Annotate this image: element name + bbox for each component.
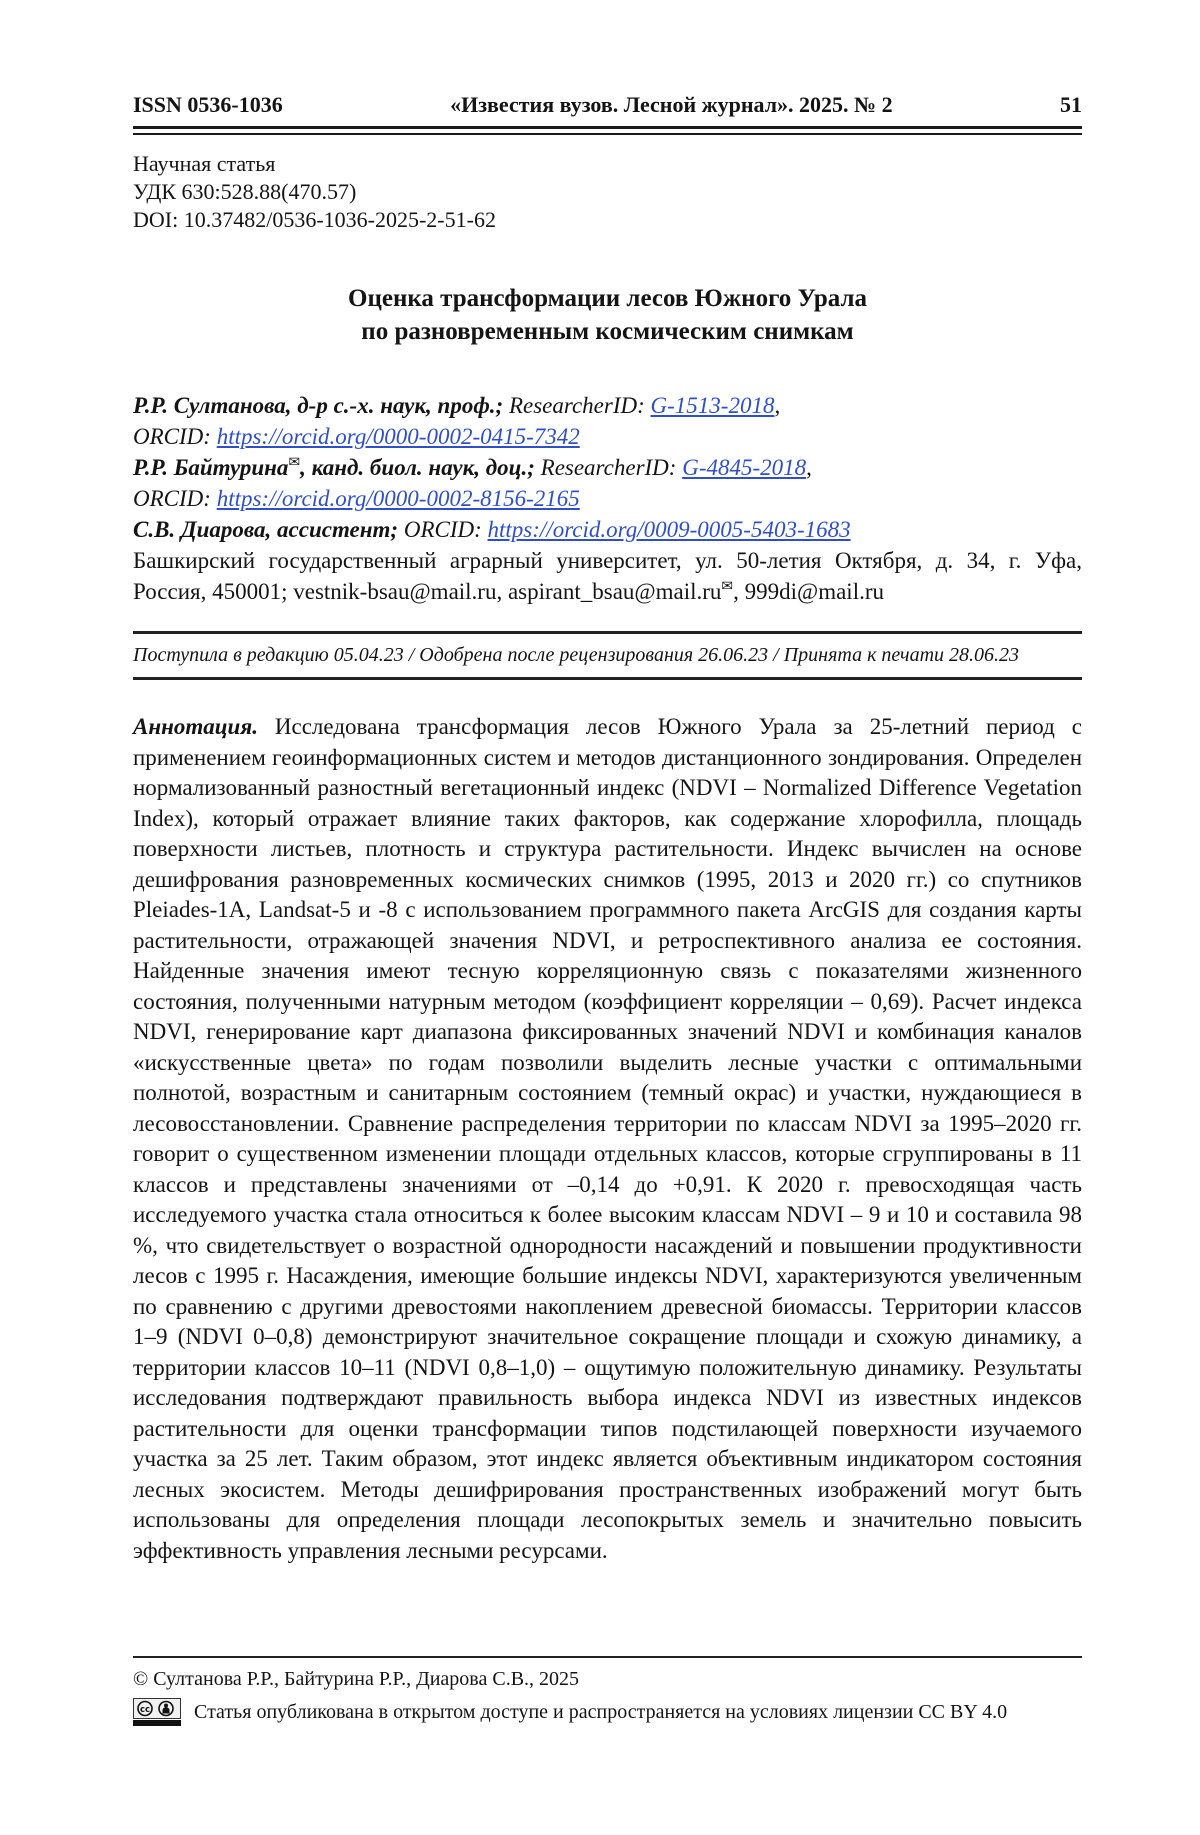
author-1-name: Р.Р. Султанова, д-р с.-х. наук, проф.; (133, 393, 504, 418)
udk-code: УДК 630:528.88(470.57) (133, 179, 357, 204)
author-line-3 (133, 514, 1082, 545)
article-title-line2: по разновременным космическим снимкам (361, 318, 854, 345)
author-2-researcherid-link[interactable]: G-4845-2018 (682, 455, 807, 480)
page-footer (133, 1656, 1082, 1726)
page-header (133, 92, 1082, 118)
authors-block (133, 390, 1082, 607)
abstract-paragraph (133, 712, 1082, 1566)
article-type: Научная статья (133, 151, 276, 176)
separator: , (806, 455, 812, 480)
dates-divider-bottom (133, 677, 1082, 680)
author-1-orcid-link[interactable]: https://orcid.org/0000-0002-0415-7342 (216, 424, 580, 449)
affiliation (133, 545, 1082, 607)
footer-divider (133, 1656, 1082, 1658)
header-issn: ISSN 0536-1036 (133, 92, 283, 117)
orcid-label: ORCID: (133, 486, 217, 511)
author-2-degrees: , канд. биол. наук, доц.; (300, 455, 535, 480)
copyright-line: © Султанова Р.Р., Байтурина Р.Р., Диарова С.В., 2025 (133, 1668, 580, 1690)
orcid-label: ORCID: (133, 424, 217, 449)
author-line-1 (133, 390, 1082, 421)
cc-by-license-icon (133, 1698, 181, 1726)
abstract-text: Исследована трансформация лесов Южного Урала за 25-летний период с применением геоинформационных систем и методов дистанционного зондирования. Определен нормализованный разностный вегетационный индекс (NDVI – Normalized Difference Vegetation Index), который отражает влияние таких факторов, как содержание хлорофилла, площадь поверхности листьев, плотность и структура растительности. Индекс вычислен на основе дешифрования разновременных космических снимков (1995, 2013 и 2020 гг.) со спутников Pleiades-1A, Landsat-5 и -8 с использованием программного пакета ArcGIS для создания карты растительности, отражающей значения NDVI, и ретроспективного анализа ее состояния. Найденные значения имеют тесную корреляционную связь с показателями жизненного состояния, полученными натурным методом (коэффициент корреляции – 0,69). Расчет индекса NDVI, генерирование карт диапазона фиксированных значений NDVI и комбинация каналов «искусственные цвета» по годам позволили выделить лесные участки с оптимальными полнотой, возрастным и санитарным состоянием (темный окрас) и участки, нуждающиеся в лесовосстановлении. Сравнение распределения территории по классам NDVI за 1995–2020 гг. говорит о существенном изменении площади отдельных классов, которые сгруппированы в 11 классов и представлены значениями от –0,14 до +0,91. К 2020 г. превосходящая часть исследуемого участка стала относиться к более высоким классам NDVI – 9 и 10 и составила 98 %, что свидетельствует о возрастной однородности насаждений и повышении продуктивности лесов с 1995 г. Насаждения, имеющие большие индексы NDVI, характеризуются увеличенным по сравнению с другими древостоями накоплением древесной биомассы. Территории классов 1–9 (NDVI 0–0,8) демонстрируют значительное сокращение площади и схожую динамику, а территории классов 10–11 (NDVI 0,8–1,0) – ощутимую положительную динамику. Результаты исследования подтверждают правильность выбора индекса NDVI из известных индексов растительности для оценки трансформации типов подстилающей поверхности изучаемого участка за 25 лет. Таким образом, этот индекс является объективным индикатором состояния лесных экосистем. Методы дешифрирования пространственных изображений могут быть использованы для определения площади лесопокрытых земель и значительно повысить эффективность управления лесными ресурсами. (133, 714, 1082, 1563)
abstract-label: Аннотация. (133, 714, 258, 739)
author-2-name: Р.Р. Байтурина (133, 455, 289, 480)
license-row (133, 1698, 1082, 1726)
author-1-orcid-line (133, 421, 1082, 452)
corresponding-author-envelope-icon: ✉ (288, 454, 301, 471)
researcherid-label: ResearcherID: (503, 393, 651, 418)
svg-text:cc: cc (139, 1705, 151, 1715)
article-title-line1: Оценка трансформации лесов Южного Урала (348, 285, 867, 312)
submission-dates: Поступила в редакцию 05.04.23 / Одобрена после рецензирования 26.06.23 / Принята к печати 28.06.23 (133, 644, 1020, 666)
author-3-name: С.В. Диарова, ассистент; (133, 517, 399, 542)
dates-block (133, 631, 1082, 680)
license-text: Статья опубликована в открытом доступе и распространяется на условиях лицензии CC BY 4.0 (194, 1701, 1008, 1723)
author-2-orcid-link[interactable]: https://orcid.org/0000-0002-8156-2165 (216, 486, 580, 511)
article-title (133, 282, 1082, 348)
affiliation-text-tail: , 999di@mail.ru (733, 579, 884, 604)
separator: , (774, 393, 781, 418)
header-divider (133, 126, 1082, 135)
author-2-orcid-line (133, 483, 1082, 514)
author-3-orcid-link[interactable]: https://orcid.org/0009-0005-5403-1683 (487, 517, 851, 542)
article-meta (133, 150, 1082, 234)
affiliation-text: Башкирский государственный аграрный университет, ул. 50-летия Октября, д. 34, г. Уфа, Россия, 450001; vestnik-bsau@mail.ru, aspirant_bsau@mail.ru (133, 548, 1082, 604)
header-page-number: 51 (1060, 92, 1082, 117)
doi: DOI: 10.37482/0536-1036-2025-2-51-62 (133, 207, 496, 232)
researcherid-label: ResearcherID: (534, 455, 683, 480)
header-journal-title: «Известия вузов. Лесной журнал». 2025. № 2 (450, 92, 893, 117)
author-line-2 (133, 452, 1082, 483)
corresponding-email-envelope-icon: ✉ (721, 578, 734, 595)
author-1-researcherid-link[interactable]: G-1513-2018 (650, 393, 775, 418)
orcid-label: ORCID: (398, 517, 488, 542)
